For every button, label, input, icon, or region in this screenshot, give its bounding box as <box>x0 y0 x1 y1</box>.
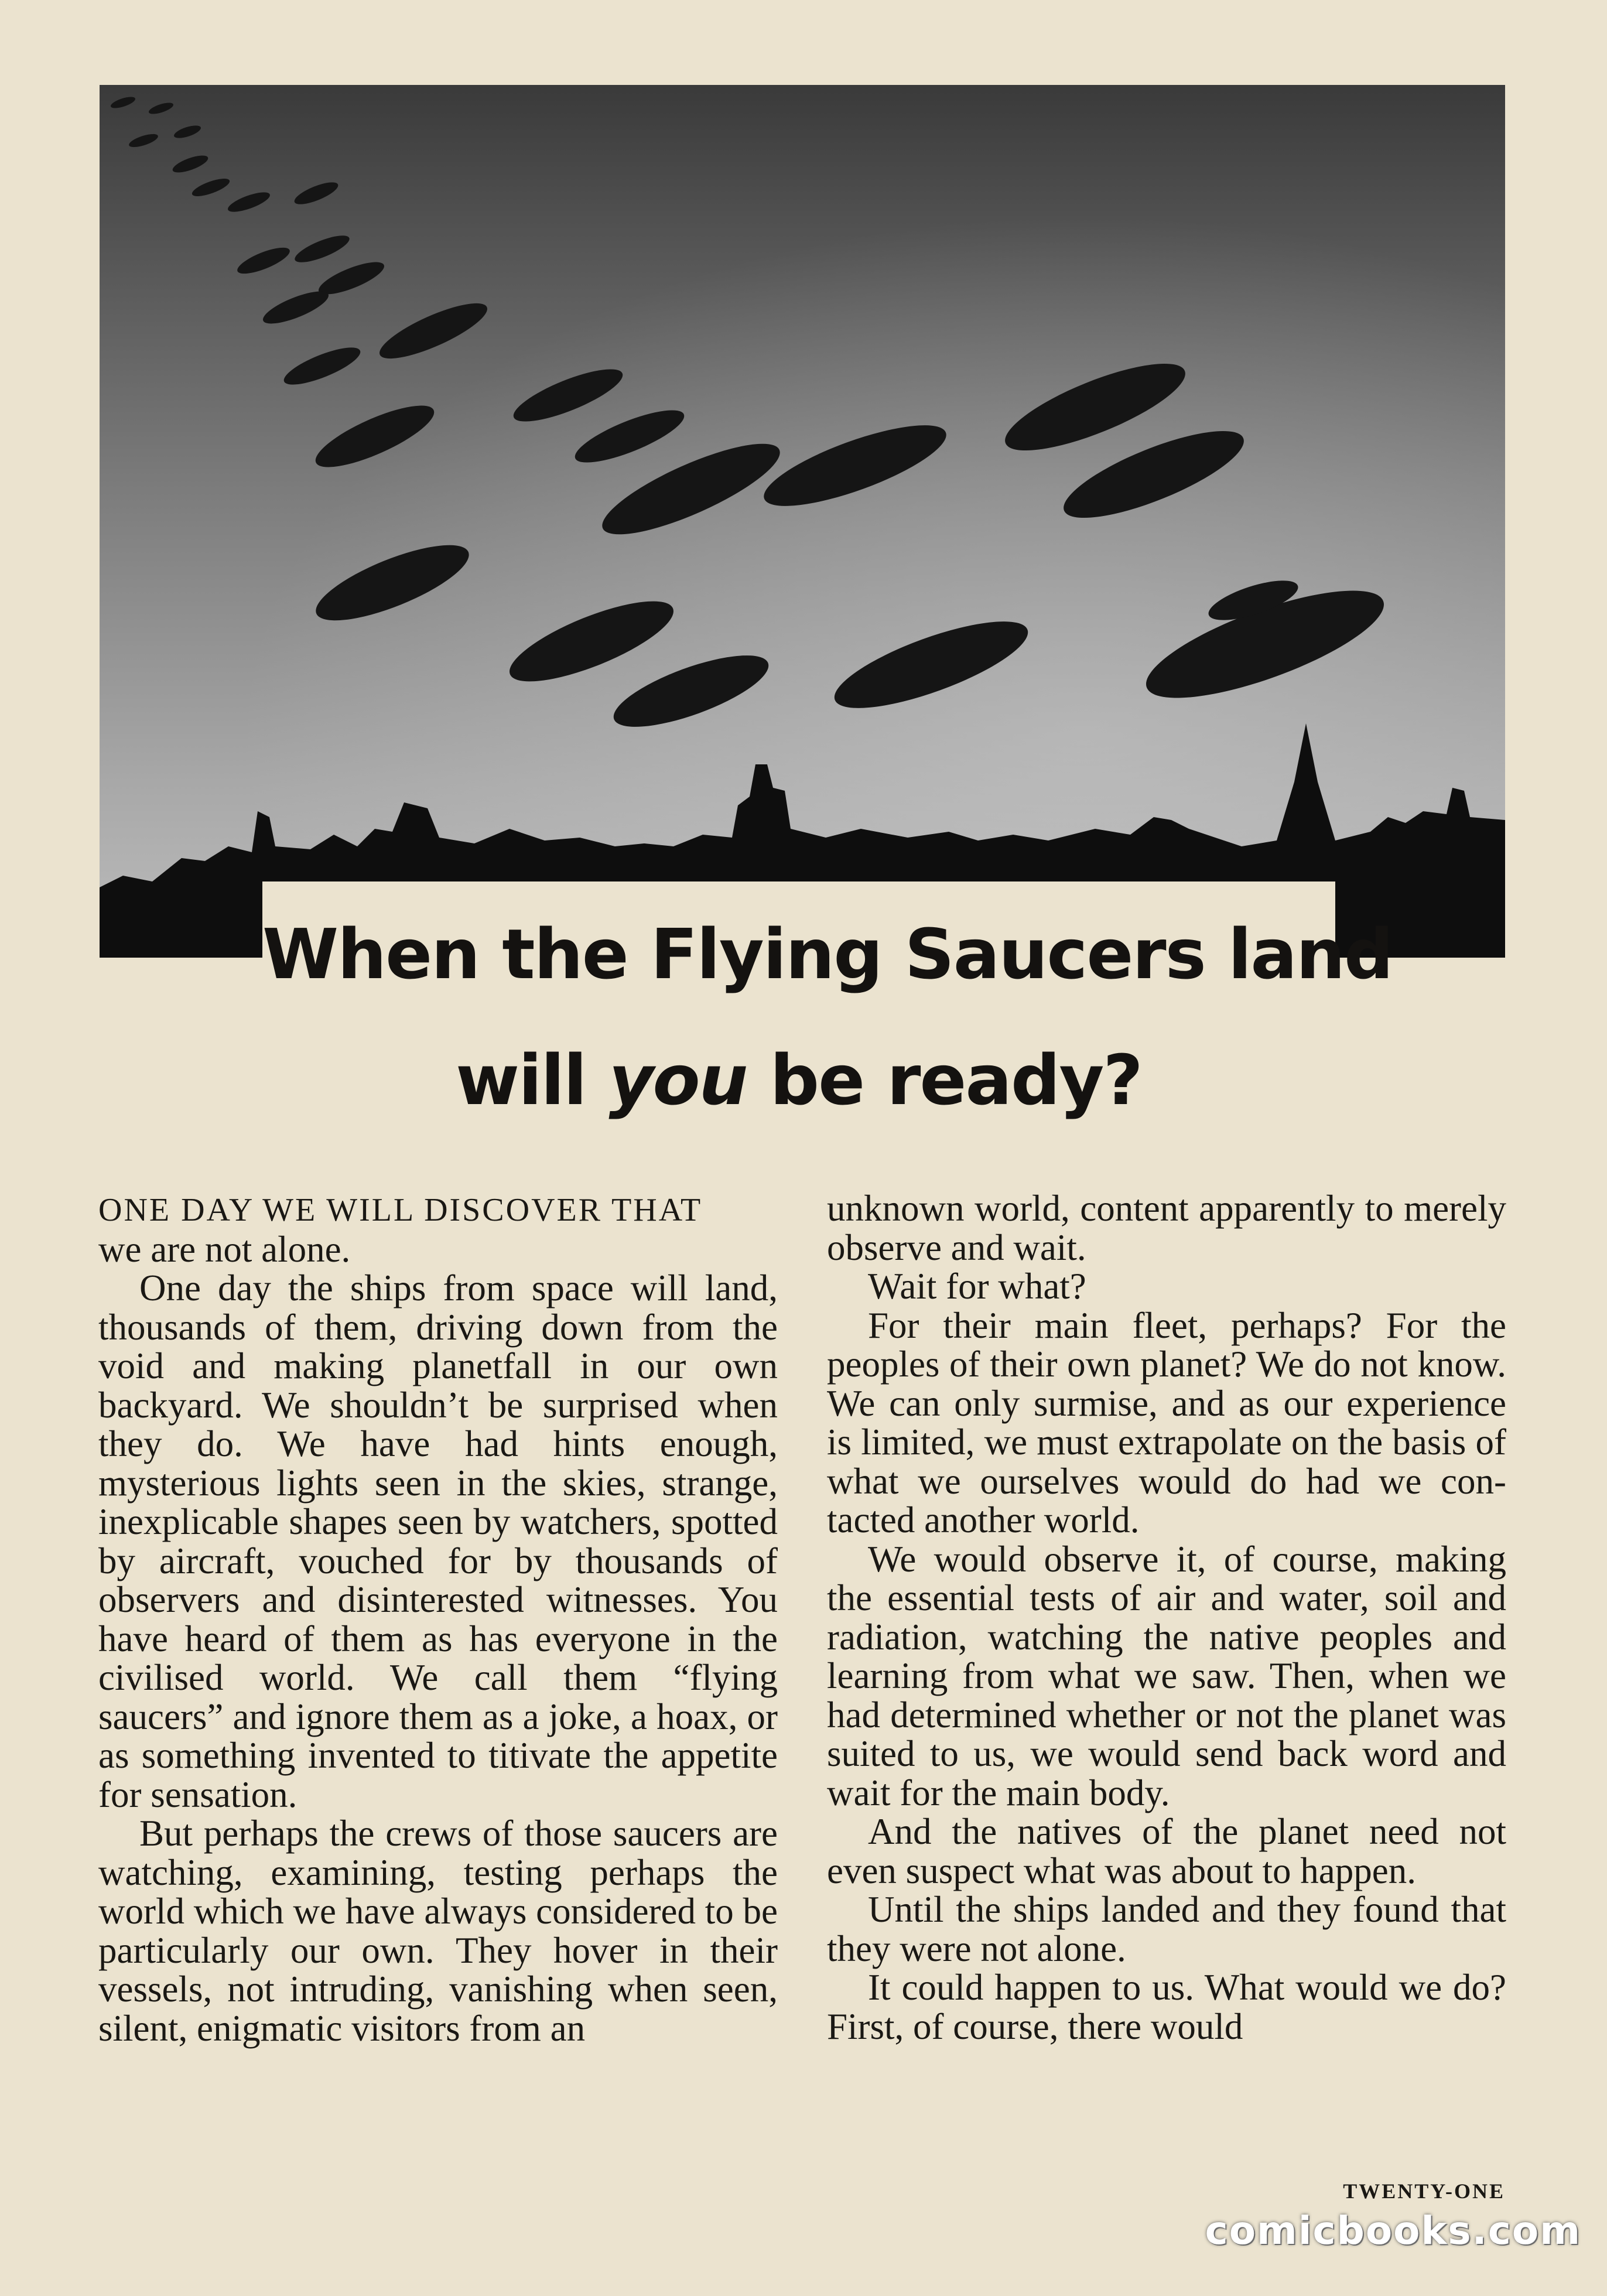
article-lead-paragraph <box>98 1189 778 1269</box>
article-paragraph: But perhaps the crews of those saucers are watching, examining, testing perhaps the world which we have always considered to be particularly our own. They hover in their vessels, not intruding, vanishing when seen, silent, enigmatic visitors from an <box>98 1813 778 2049</box>
article-paragraph: We would observe it, of course, making the essential tests of air and water, soil and radiation, watching the native peoples and learning from what we saw. Then, when we had determined whether or not the planet was suited to us, we would send back word and wait for the main body. <box>827 1538 1506 1813</box>
headline-emphasis: you <box>608 1040 747 1120</box>
article-paragraph: One day the ships from space will land, thousands of them, driving down from the void and making planetfall in our own backyard. We shouldn’t be surprised when they do. We have had hints enough, mysterious lights seen in the skies, strange, inexplicable shapes seen by watchers, spotted by aircraft, vouched for by thousands of observers and disinterested witnesses. You have heard of them as has everyone in the civilised world. We call them “flying saucers” and ignore them as a joke, a hoax, or as something invented to titivate the appetite for sensation. <box>98 1267 778 1815</box>
article-paragraph: And the natives of the planet need not even suspect what was about to happen. <box>827 1811 1506 1891</box>
headline-line-2 <box>262 1040 1335 1120</box>
article-paragraph: For their main fleet, perhaps? For the peoples of their own planet? We do not know. We can only surmise, and as our experience is limited, we must extrapolate on the basis of what we ourselves would do had we contacted another world. <box>827 1304 1506 1540</box>
headline-line-2-pre: will <box>456 1040 609 1120</box>
flying-saucers-photo <box>100 85 1505 958</box>
headline-line-1: When the Flying Saucers land <box>262 914 1393 995</box>
page-number: TWENTY-ONE <box>1343 2179 1505 2203</box>
article-paragraph: Until the ships landed and they found that they were not alone. <box>827 1889 1506 1969</box>
article-column-right <box>827 1189 1506 2046</box>
headline-line-2-post: be ready? <box>747 1040 1142 1120</box>
article-paragraph: Wait for what? <box>868 1266 1086 1307</box>
watermark: comicbooks.com <box>1205 2208 1581 2253</box>
article-column-left <box>98 1189 778 2048</box>
lead-rest: we are not alone. <box>98 1228 351 1270</box>
article-paragraph: It could happen to us. What would we do? First, of course, there would <box>827 1967 1506 2047</box>
lead-small-caps: ONE DAY WE WILL DISCOVER THAT <box>98 1192 703 1228</box>
saucer-fleet-illustration <box>100 85 1505 958</box>
article-continuation: unknown world, content apparently to merely observe and wait. <box>827 1188 1506 1268</box>
